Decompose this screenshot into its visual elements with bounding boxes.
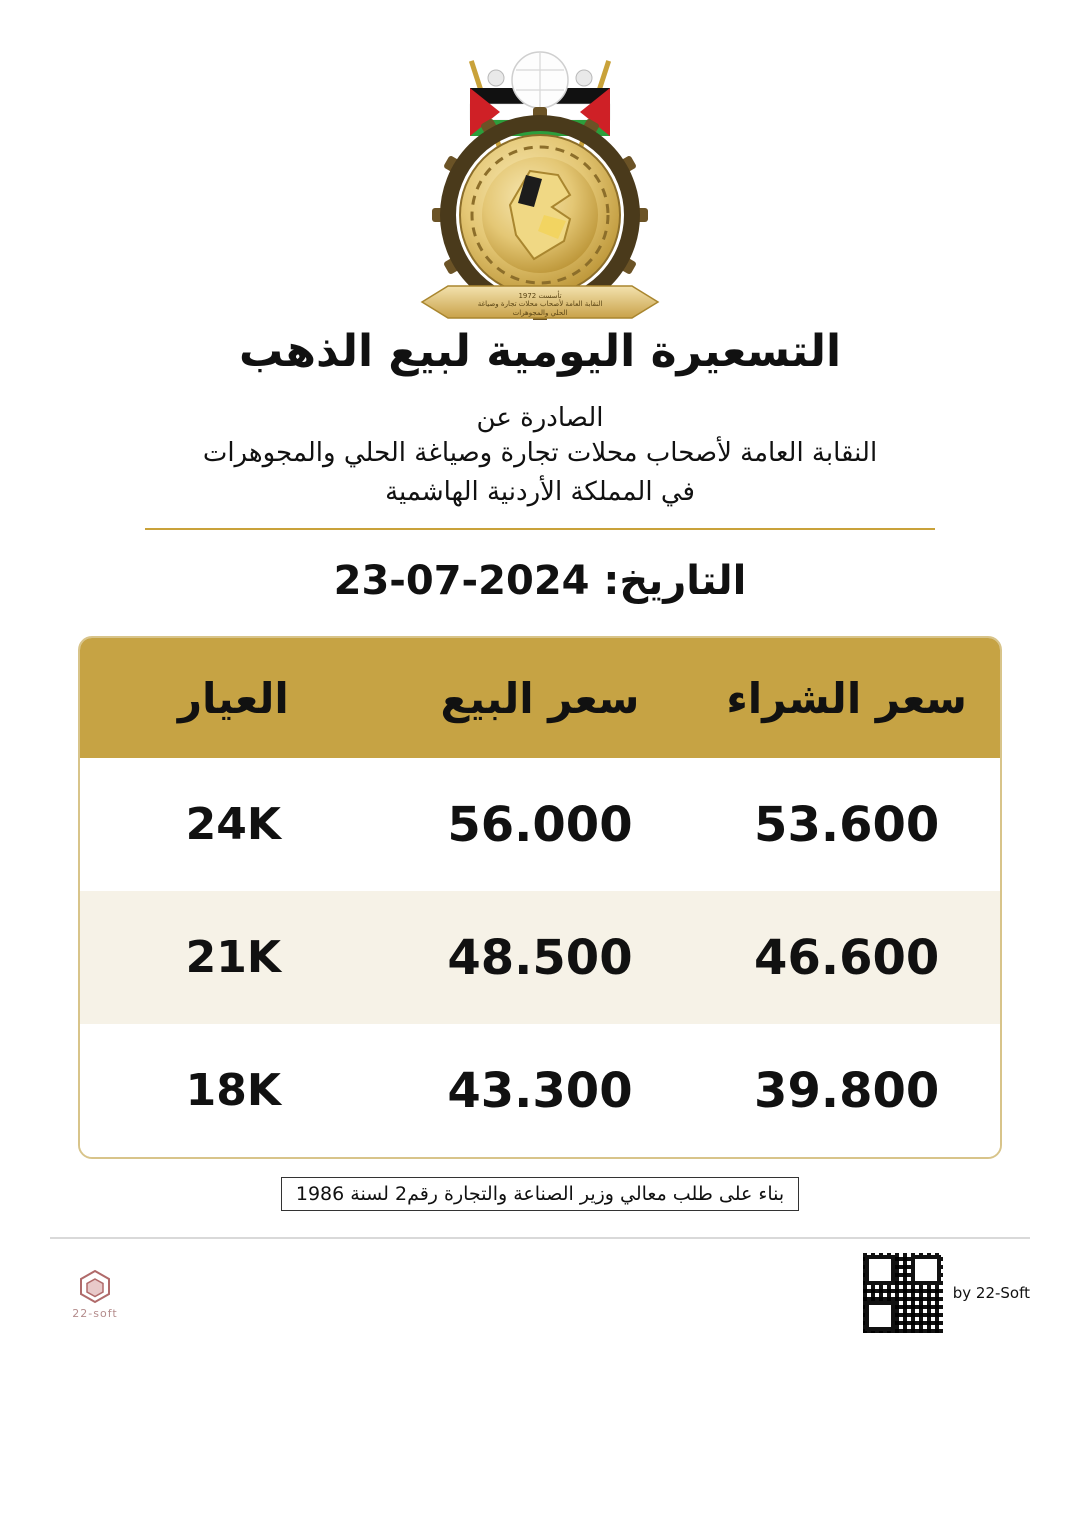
svg-text:تأسست 1972: تأسست 1972 [518,292,562,300]
footer-credit: by 22-Soft [952,1284,1030,1303]
gold-price-table [78,636,1002,1159]
column-header-sell-price: سعر البيع [440,673,640,723]
legal-note: بناء على طلب معالي وزير الصناعة والتجارة رقم2 لسنة 1986 [281,1177,799,1211]
footer [50,1253,1030,1333]
union-emblem [410,30,670,320]
page-title: التسعيرة اليومية لبيع الذهب [238,326,842,377]
legal-note-wrapper [0,1177,1080,1211]
column-header-buy-price: سعر الشراء [726,673,967,723]
svg-text:الحلي والمجوهرات: الحلي والمجوهرات [512,309,568,317]
table-header-row [80,638,1000,758]
cell-sell-price: 43.300 [447,1062,633,1119]
issuer-line-3: في المملكة الأردنية الهاشمية [385,476,695,507]
emblem-graphic [410,30,670,320]
cell-sell-price: 48.500 [447,929,633,986]
title-divider [145,528,935,530]
cell-buy-price: 46.600 [754,929,940,986]
cell-karat: 21K [185,932,281,984]
column-header-karat: العيار [177,673,289,723]
svg-text:النقابة العامة لأصحاب محلات تج: النقابة العامة لأصحاب محلات تجارة وصياغة [477,300,603,308]
table-row [80,1024,1000,1157]
date-value: 23-07-2024 [333,558,590,605]
brand-block [50,1267,140,1320]
qr-area [863,1253,1030,1333]
date-line [334,558,747,604]
cell-buy-price: 39.800 [754,1062,940,1119]
table-row [80,758,1000,891]
cell-sell-price: 56.000 [447,796,633,853]
table-row [80,891,1000,1024]
date-label: التاريخ: [603,558,747,605]
issuer-line-2: النقابة العامة لأصحاب محلات تجارة وصياغة الحلي والمجوهرات [202,437,878,468]
cell-karat: 24K [185,799,281,851]
cell-buy-price: 53.600 [754,796,940,853]
cell-karat: 18K [185,1065,281,1117]
brand-label: 22-soft [72,1306,118,1320]
footer-divider [50,1237,1030,1239]
cube-logo-icon [76,1267,114,1305]
qr-code-icon[interactable] [863,1253,943,1333]
issuer-line-1: الصادرة عن [476,402,604,433]
